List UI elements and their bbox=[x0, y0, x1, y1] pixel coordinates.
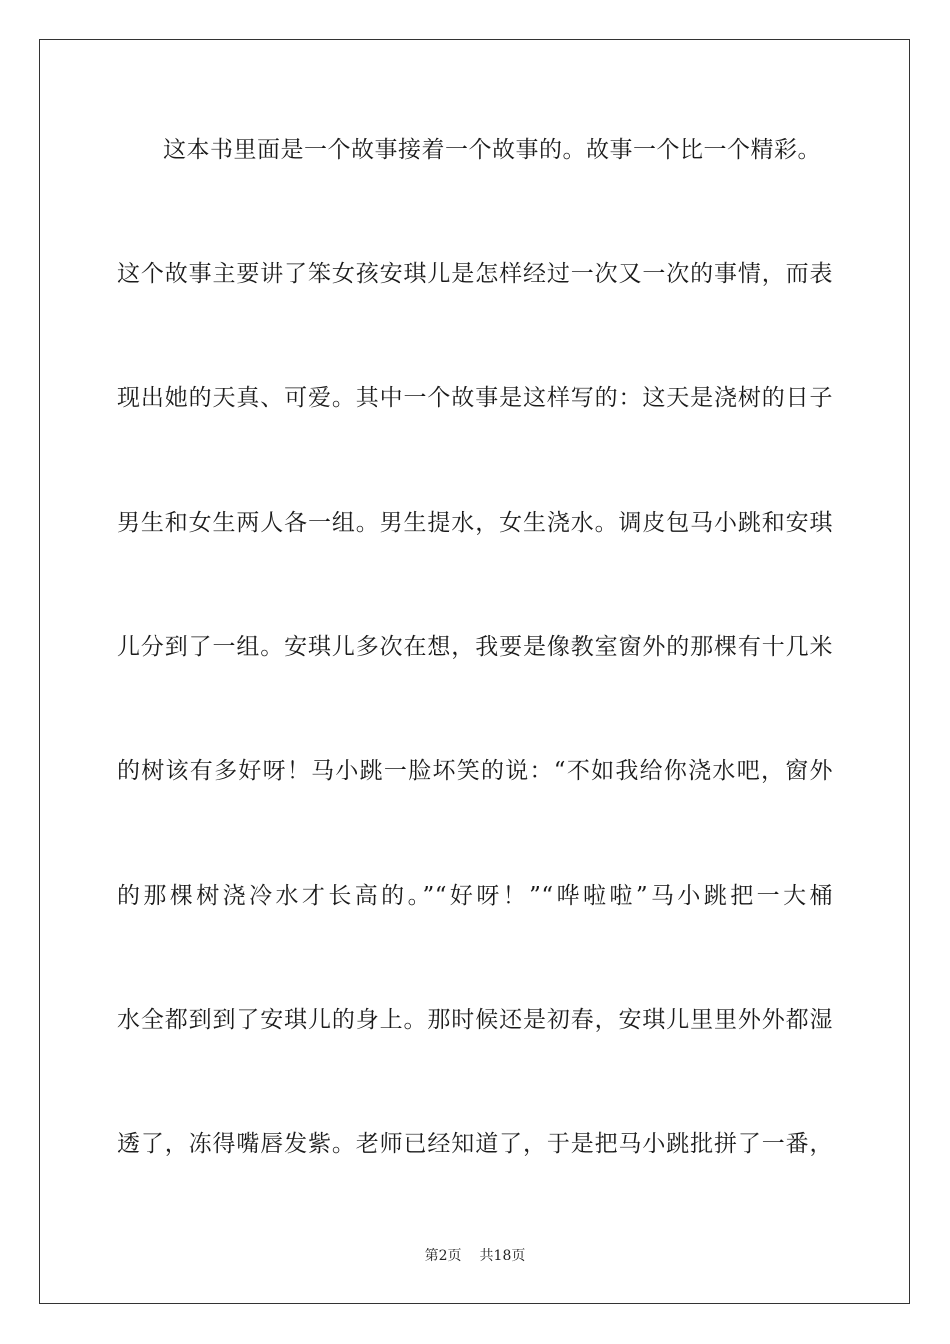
paragraph-line-5: 儿分到了一组。安琪儿多次在想，我要是像教室窗外的那棵有十几米 bbox=[117, 634, 833, 660]
paragraph-line-4: 男生和女生两人各一组。男生提水，女生浇水。调皮包马小跳和安琪 bbox=[117, 510, 833, 536]
page-frame bbox=[39, 39, 910, 1304]
paragraph-line-9: 透了，冻得嘴唇发紫。老师已经知道了，于是把马小跳批拼了一番， bbox=[117, 1131, 833, 1157]
paragraph-line-2: 这个故事主要讲了笨女孩安琪儿是怎样经过一次又一次的事情，而表 bbox=[117, 261, 833, 287]
paragraph-line-3: 现出她的天真、可爱。其中一个故事是这样写的：这天是浇树的日子 bbox=[117, 385, 833, 411]
paragraph-line-7: 的那棵树浇冷水才长高的。”“好呀！”“哗啦啦”马小跳把一大桶 bbox=[117, 883, 833, 909]
page-number-current: 第2页 bbox=[424, 1248, 462, 1264]
page-number-total: 共18页 bbox=[479, 1248, 526, 1264]
paragraph-line-1: 这本书里面是一个故事接着一个故事的。故事一个比一个精彩。 bbox=[163, 137, 821, 163]
paragraph-line-6: 的树该有多好呀！马小跳一脸坏笑的说：“不如我给你浇水吧，窗外 bbox=[117, 758, 833, 784]
page-footer bbox=[0, 1246, 950, 1266]
paragraph-line-8: 水全都到到了安琪儿的身上。那时候还是初春，安琪儿里里外外都湿 bbox=[117, 1007, 833, 1033]
